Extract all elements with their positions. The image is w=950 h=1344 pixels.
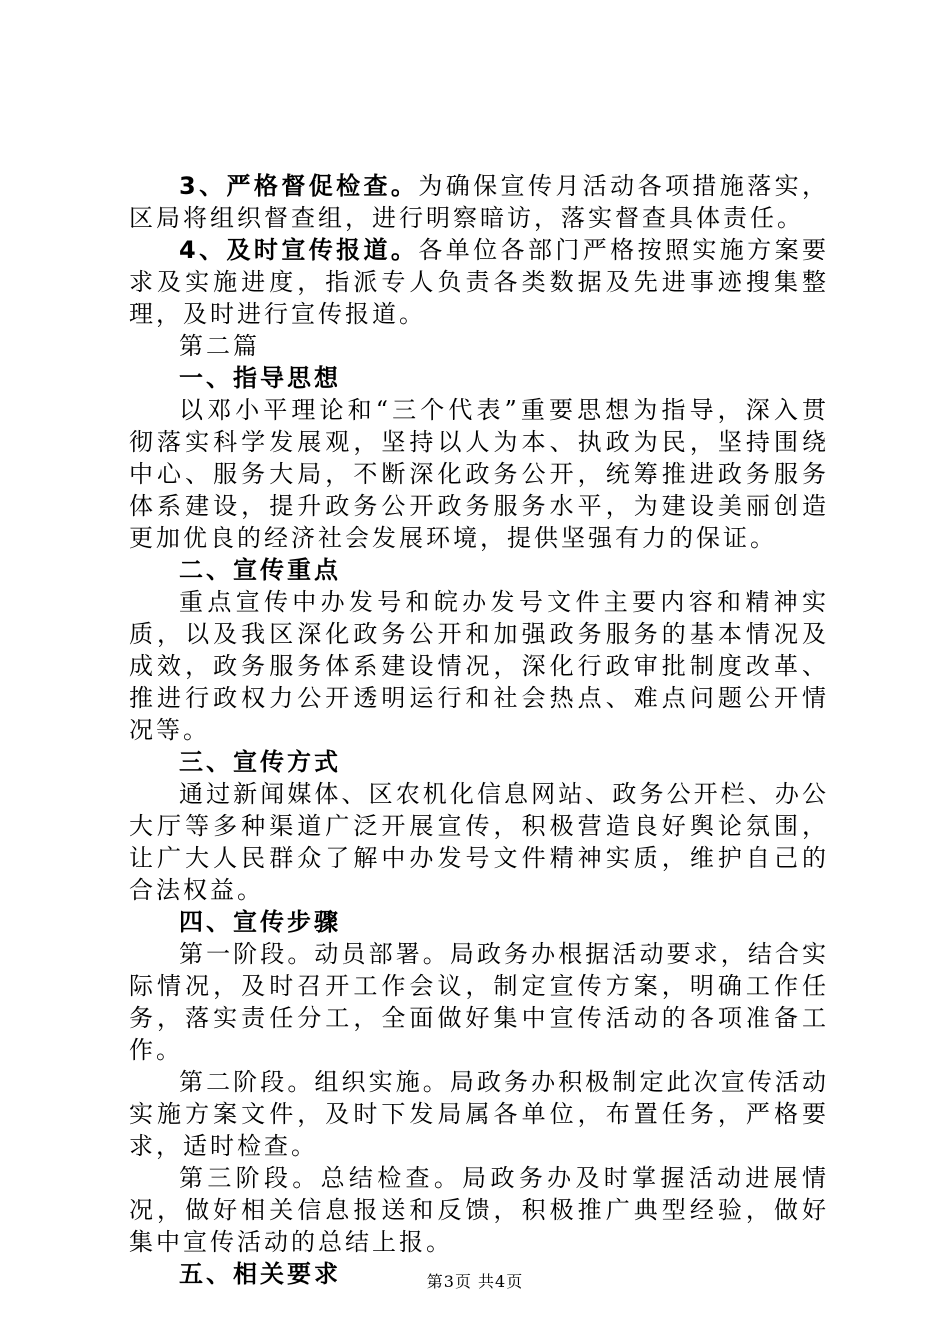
paragraph-text: 第一阶段。动员部署。局政务办根据活动要求，结合实际情况，及时召开工作会议，制定宣传方案，明确工作任务，落实责任分工，全面做好集中宣传活动的各项准备工作。 <box>129 940 829 1064</box>
paragraph-text: 为确保宣传月活动各项措施落实，区局将组织督查组，进行明察暗访，落实督查具体责任。 <box>129 172 830 232</box>
section-heading: 一、指导思想 <box>179 364 341 392</box>
document-body <box>129 170 829 1290</box>
section-label <box>129 330 829 362</box>
paragraph-text: 第三阶段。总结检查。局政务办及时掌握活动进展情况，做好相关信息报送和反馈，积极推广典型经验，做好集中宣传活动的总结上报。 <box>129 1164 829 1256</box>
paragraph <box>129 778 829 906</box>
paragraph-text: 以邓小平理论和“三个代表”重要思想为指导，深入贯彻落实科学发展观，坚持以人为本、执政为民，坚持围绕中心、服务大局，不断深化政务公开，统筹推进政务服务体系建设，提升政务公开政务服务水平，为建设美丽创造更加优良的经济社会发展环境，提供坚强有力的保证。 <box>129 396 829 552</box>
paragraph-text: 各单位各部门严格按照实施方案要求及实施进度，指派专人负责各类数据及先进事迹搜集整理，及时进行宣传报道。 <box>129 236 830 328</box>
paragraph-text: 重点宣传中办发号和皖办发号文件主要内容和精神实质，以及我区深化政务公开和加强政务服务的基本情况及成效，政务服务体系建设情况，深化行政审批制度改革、推进行政权力公开透明运行和社会热点、难点问题公开情况等。 <box>129 588 829 744</box>
paragraph-lead: 4、及时宣传报道。 <box>179 236 419 264</box>
section-heading: 五、相关要求 <box>179 1260 341 1288</box>
paragraph <box>129 938 829 1066</box>
paragraph <box>129 170 829 234</box>
paragraph-text: 第二篇 <box>179 332 260 360</box>
paragraph-text: 第二阶段。组织实施。局政务办积极制定此次宣传活动实施方案文件，及时下发局属各单位，布置任务，严格要求，适时检查。 <box>129 1068 829 1160</box>
paragraph <box>129 394 829 554</box>
section-heading: 四、宣传步骤 <box>179 908 341 936</box>
paragraph <box>129 586 829 746</box>
paragraph <box>129 1162 829 1258</box>
section-heading: 三、宣传方式 <box>179 748 341 776</box>
paragraph <box>129 1066 829 1162</box>
paragraph <box>129 234 829 330</box>
page-footer: 第3页 共4页 <box>426 1272 524 1291</box>
section-heading: 二、宣传重点 <box>179 556 341 584</box>
paragraph-text: 通过新闻媒体、区农机化信息网站、政务公开栏、办公大厅等多种渠道广泛开展宣传，积极营造良好舆论氛围，让广大人民群众了解中办发号文件精神实质，维护自己的合法权益。 <box>129 780 829 904</box>
paragraph-lead: 3、严格督促检查。 <box>179 172 419 200</box>
